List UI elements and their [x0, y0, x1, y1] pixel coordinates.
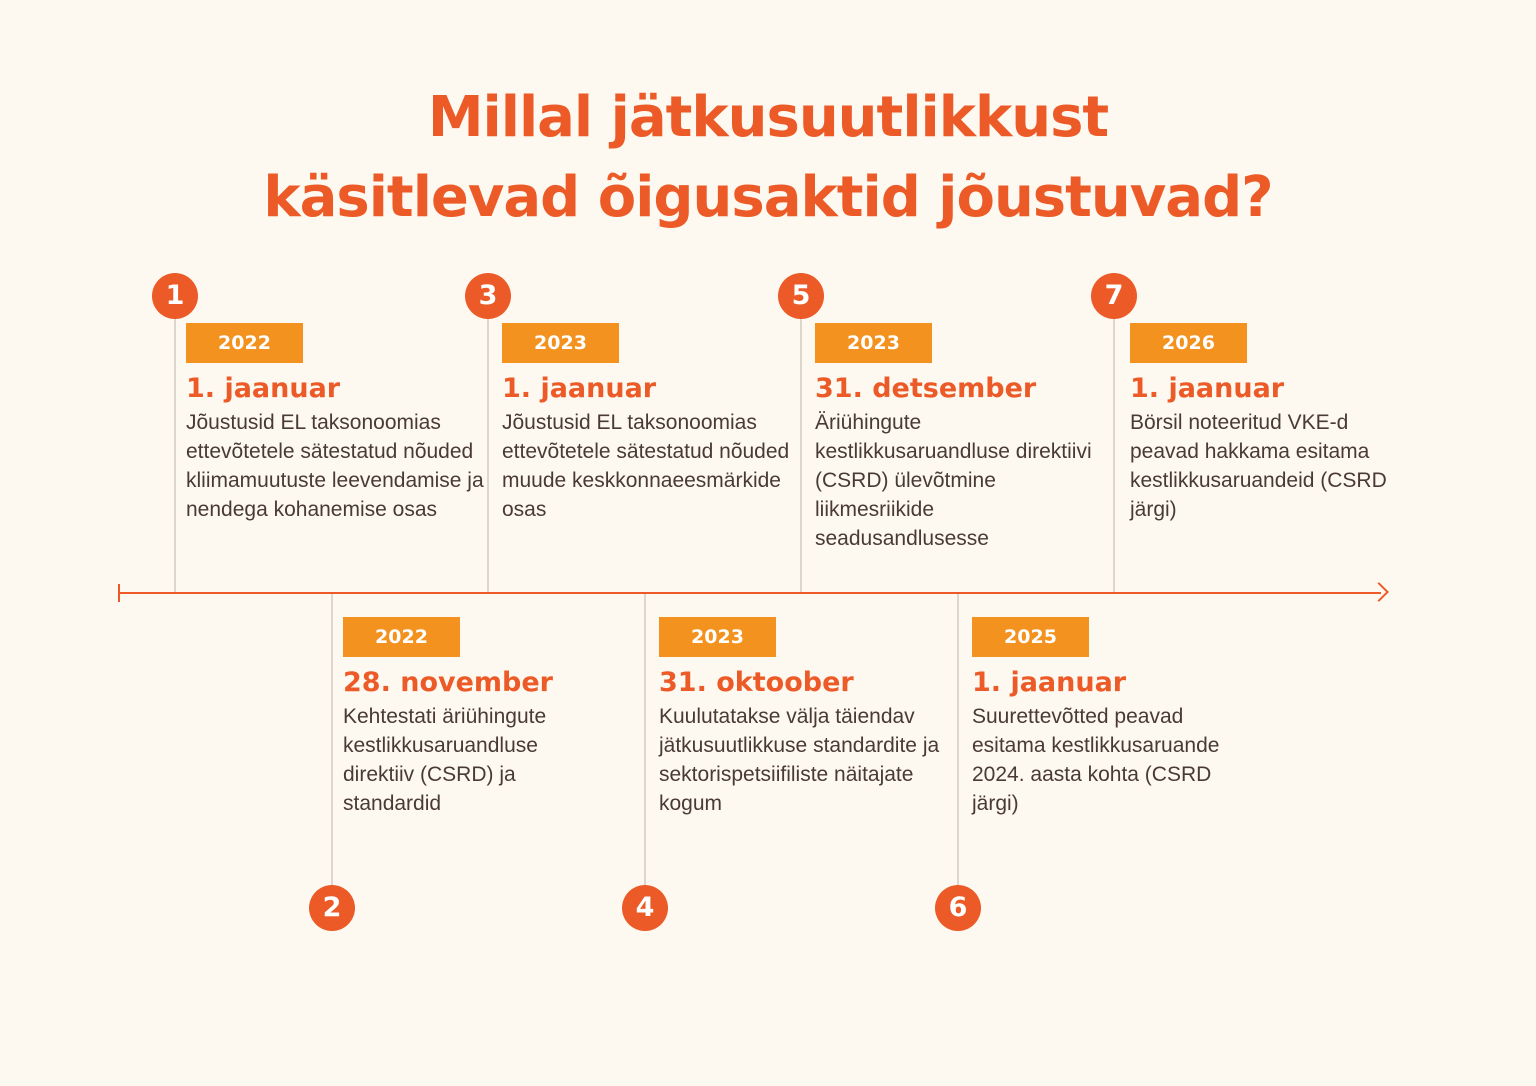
- timeline-event: [1130, 323, 1420, 524]
- timeline-event: [186, 323, 486, 524]
- timeline-event: [502, 323, 797, 524]
- year-badge: 2026: [1130, 323, 1247, 363]
- title-line-1: Millal jätkusuutlikkust: [427, 85, 1109, 150]
- timeline-event: [659, 617, 949, 818]
- step-number-badge: 7: [1091, 273, 1137, 319]
- timeline-arrow-icon: [1369, 582, 1389, 602]
- event-date: 1. jaanuar: [1130, 373, 1285, 404]
- event-date: 1. jaanuar: [972, 667, 1127, 698]
- event-description: Äriühingute kestlikkusaruandluse direktiivi (CSRD) ülevõtmine liikmesriikide seadusandlusesse: [815, 411, 1092, 550]
- event-description: Kuulutatakse välja täiendav jätkusuutlikkuse standardite ja sektorispetsiifiliste näitajate kogum: [659, 705, 940, 815]
- step-number-badge: 6: [935, 885, 981, 931]
- timeline-axis: [119, 592, 1381, 594]
- connector-line-6: [957, 594, 959, 908]
- step-number-badge: 5: [778, 273, 824, 319]
- year-badge: 2023: [659, 617, 776, 657]
- event-description: Suurettevõtted peavad esitama kestlikkusaruande 2024. aasta kohta (CSRD järgi): [972, 705, 1220, 815]
- event-description: Kehtestati äriühingute kestlikkusaruandluse direktiiv (CSRD) ja standardid: [343, 705, 547, 815]
- connector-line-2: [331, 594, 333, 908]
- connector-line-4: [644, 594, 646, 908]
- step-number-badge: 3: [465, 273, 511, 319]
- connector-line-1: [174, 296, 176, 592]
- connector-line-5: [800, 296, 802, 592]
- page-title: [0, 78, 1536, 238]
- timeline-event: [972, 617, 1257, 818]
- event-date: 28. november: [343, 667, 554, 698]
- timeline-event: [343, 617, 603, 818]
- year-badge: 2023: [502, 323, 619, 363]
- year-badge: 2022: [186, 323, 303, 363]
- timeline-start-tick: [118, 584, 120, 602]
- event-description: Jõustusid EL taksonoomias ettevõtetele sätestatud nõuded muude keskkonnaeesmärkide osas: [502, 411, 790, 521]
- year-badge: 2022: [343, 617, 460, 657]
- event-date: 31. detsember: [815, 373, 1037, 404]
- year-badge: 2025: [972, 617, 1089, 657]
- connector-line-3: [487, 296, 489, 592]
- event-date: 31. oktoober: [659, 667, 854, 698]
- event-description: Börsil noteeritud VKE-d peavad hakkama esitama kestlikkusaruandeid (CSRD järgi): [1130, 411, 1387, 521]
- year-badge: 2023: [815, 323, 932, 363]
- connector-line-7: [1113, 296, 1115, 592]
- event-description: Jõustusid EL taksonoomias ettevõtetele sätestatud nõuded kliimamuutuste leevendamise ja nendega kohanemise osas: [186, 411, 484, 521]
- event-date: 1. jaanuar: [186, 373, 341, 404]
- step-number-badge: 4: [622, 885, 668, 931]
- step-number-badge: 2: [309, 885, 355, 931]
- step-number-badge: 1: [152, 273, 198, 319]
- title-line-2: käsitlevad õigusaktid jõustuvad?: [263, 165, 1273, 230]
- event-date: 1. jaanuar: [502, 373, 657, 404]
- timeline-event: [815, 323, 1110, 553]
